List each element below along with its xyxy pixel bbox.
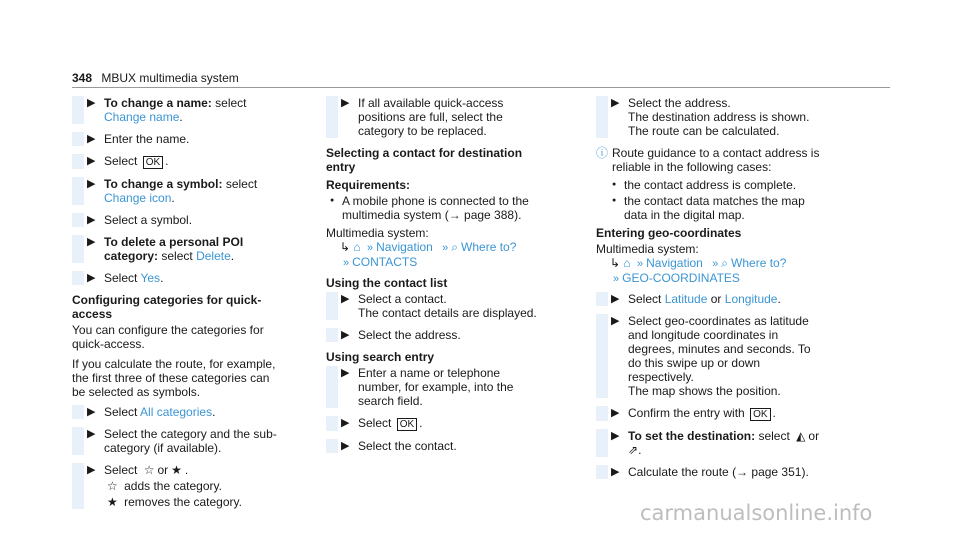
info-icon: ⓘ — [596, 146, 609, 160]
latitude-link[interactable]: Latitude — [664, 292, 708, 306]
header-rule — [72, 87, 890, 88]
contacts-link[interactable]: CONTACTS — [352, 255, 418, 269]
home-icon[interactable]: ⌂ — [623, 256, 631, 270]
multimedia-system-label: Multimedia system: — [326, 226, 429, 240]
chevron-icon: » — [343, 257, 350, 269]
search-icon[interactable]: ⌕ — [451, 240, 459, 254]
step-select-contact: ▶ Select a contact. The contact details are displayed. — [326, 292, 538, 320]
chevron-icon: » — [613, 273, 620, 285]
step-star: ▶ Select ☆ or ★ . ☆ adds the category. ★ removes the category. — [72, 463, 284, 509]
step-select-geo: ▶ Select geo-coordinates as latitude and longitude coordinates in degrees, minutes and seconds. To do this swipe up or down respectively. The map shows the position. — [596, 314, 824, 398]
watermark: carmanualsonline.info — [640, 501, 873, 525]
navigation-link[interactable]: Navigation — [646, 256, 703, 270]
note-bullet-2: ● the contact data matches the map data in the digital map. — [608, 194, 824, 222]
return-arrow-icon: ↳ — [610, 256, 621, 270]
geo-coordinates-link[interactable]: GEO-COORDINATES — [622, 271, 740, 285]
change-name-link[interactable]: Change name — [104, 110, 180, 124]
step-confirm-entry: ▶ Confirm the entry with OK . — [596, 406, 824, 421]
chevron-icon: » — [712, 258, 719, 270]
search-icon[interactable]: ⌕ — [721, 256, 729, 270]
return-arrow-icon: ↳ — [340, 240, 351, 254]
requirement-bullet: ● A mobile phone is connected to the multimedia system (→ page 388). — [326, 194, 538, 222]
heading-quick-access: Configuring categories for quick-access — [72, 293, 262, 321]
chevron-icon: » — [442, 242, 449, 254]
star-outline-icon: ☆ — [107, 479, 118, 493]
step-calculate-route: ▶ Calculate the route (→ page 351). — [596, 465, 824, 479]
column-2 — [326, 96, 538, 461]
heading-search-entry: Using search entry — [326, 350, 435, 364]
star-filled-icon[interactable]: ★ — [171, 463, 182, 477]
step-all-categories: ▶ Select All categories. — [72, 405, 284, 419]
step-quick-access-full: ▶ If all available quick-access positions are full, select the category to be replaced. — [326, 96, 538, 138]
start-guidance-icon[interactable]: ⇗ — [628, 443, 639, 457]
home-icon[interactable]: ⌂ — [353, 240, 361, 254]
heading-contact-list: Using the contact list — [326, 276, 448, 290]
nav-path-contacts — [326, 255, 538, 270]
longitude-link[interactable]: Longitude — [724, 292, 778, 306]
nav-path — [596, 256, 824, 271]
step-select-ok: ▶ Select OK . — [72, 154, 284, 169]
step-change-symbol: ▶ To change a symbol: select Change icon. — [72, 177, 284, 205]
ok-button-icon[interactable]: OK — [143, 156, 163, 169]
page-title: MBUX multimedia system — [101, 71, 239, 85]
chevron-icon: » — [367, 242, 374, 254]
note-bullet-1: ● the contact address is complete. — [608, 178, 824, 192]
step-enter-name: ▶ Enter the name. — [72, 132, 284, 146]
chevron-icon: » — [637, 258, 644, 270]
multimedia-system-label: Multimedia system: — [596, 242, 699, 256]
step-select-ok-2: ▶ Select OK . — [326, 416, 538, 431]
where-to-link[interactable]: Where to? — [461, 240, 517, 254]
step-change-name: ▶ To change a name: select Change name. — [72, 96, 284, 124]
heading-geo-coordinates: Entering geo-coordinates — [596, 226, 742, 240]
all-categories-link[interactable]: All categories — [140, 405, 213, 419]
step-select-category: ▶ Select the category and the sub-category (if available). — [72, 427, 284, 455]
para-calculate: If you calculate the route, for example, the first three of these categories can be selected as symbols. — [72, 357, 276, 399]
info-note: ⓘ Route guidance to a contact address is reliable in the following cases: — [596, 146, 820, 174]
step-delete-poi: ▶ To delete a personal POI category: select Delete. — [72, 235, 284, 263]
navigation-link[interactable]: Navigation — [376, 240, 433, 254]
column-1 — [72, 96, 284, 517]
page-number: 348 — [72, 71, 93, 85]
heading-requirements: Requirements: — [326, 178, 411, 192]
delete-link[interactable]: Delete — [196, 249, 231, 263]
step-select-destination-address: ▶ Select the address. The destination address is shown. The route can be calculated. — [596, 96, 824, 138]
yes-link[interactable]: Yes — [140, 271, 161, 285]
step-set-destination: ▶ To set the destination: select ◭ or ⇗. — [596, 429, 824, 457]
step-select-address: ▶ Select the address. — [326, 328, 538, 342]
where-to-link[interactable]: Where to? — [731, 256, 787, 270]
change-icon-link[interactable]: Change icon — [104, 191, 172, 205]
nav-path-geo — [596, 271, 824, 286]
page-header — [72, 71, 239, 85]
step-select-yes: ▶ Select Yes. — [72, 271, 284, 285]
step-select-latitude: ▶ Select Latitude or Longitude. — [596, 292, 824, 306]
heading-select-contact: Selecting a contact for destination entry — [326, 146, 523, 174]
nav-path — [326, 240, 538, 255]
star-outline-icon[interactable]: ☆ — [143, 463, 155, 477]
step-select-the-contact: ▶ Select the contact. — [326, 439, 538, 453]
step-select-symbol: ▶ Select a symbol. — [72, 213, 284, 227]
navigate-arrow-icon[interactable]: ◭ — [796, 429, 806, 443]
para-configure: You can configure the categories for quick-access. — [72, 323, 264, 351]
star-filled-icon: ★ — [107, 495, 118, 509]
ok-button-icon[interactable]: OK — [750, 408, 770, 421]
ok-button-icon[interactable]: OK — [397, 418, 417, 431]
step-enter-search: ▶ Enter a name or telephone number, for example, into the search field. — [326, 366, 538, 408]
column-3 — [596, 96, 824, 487]
